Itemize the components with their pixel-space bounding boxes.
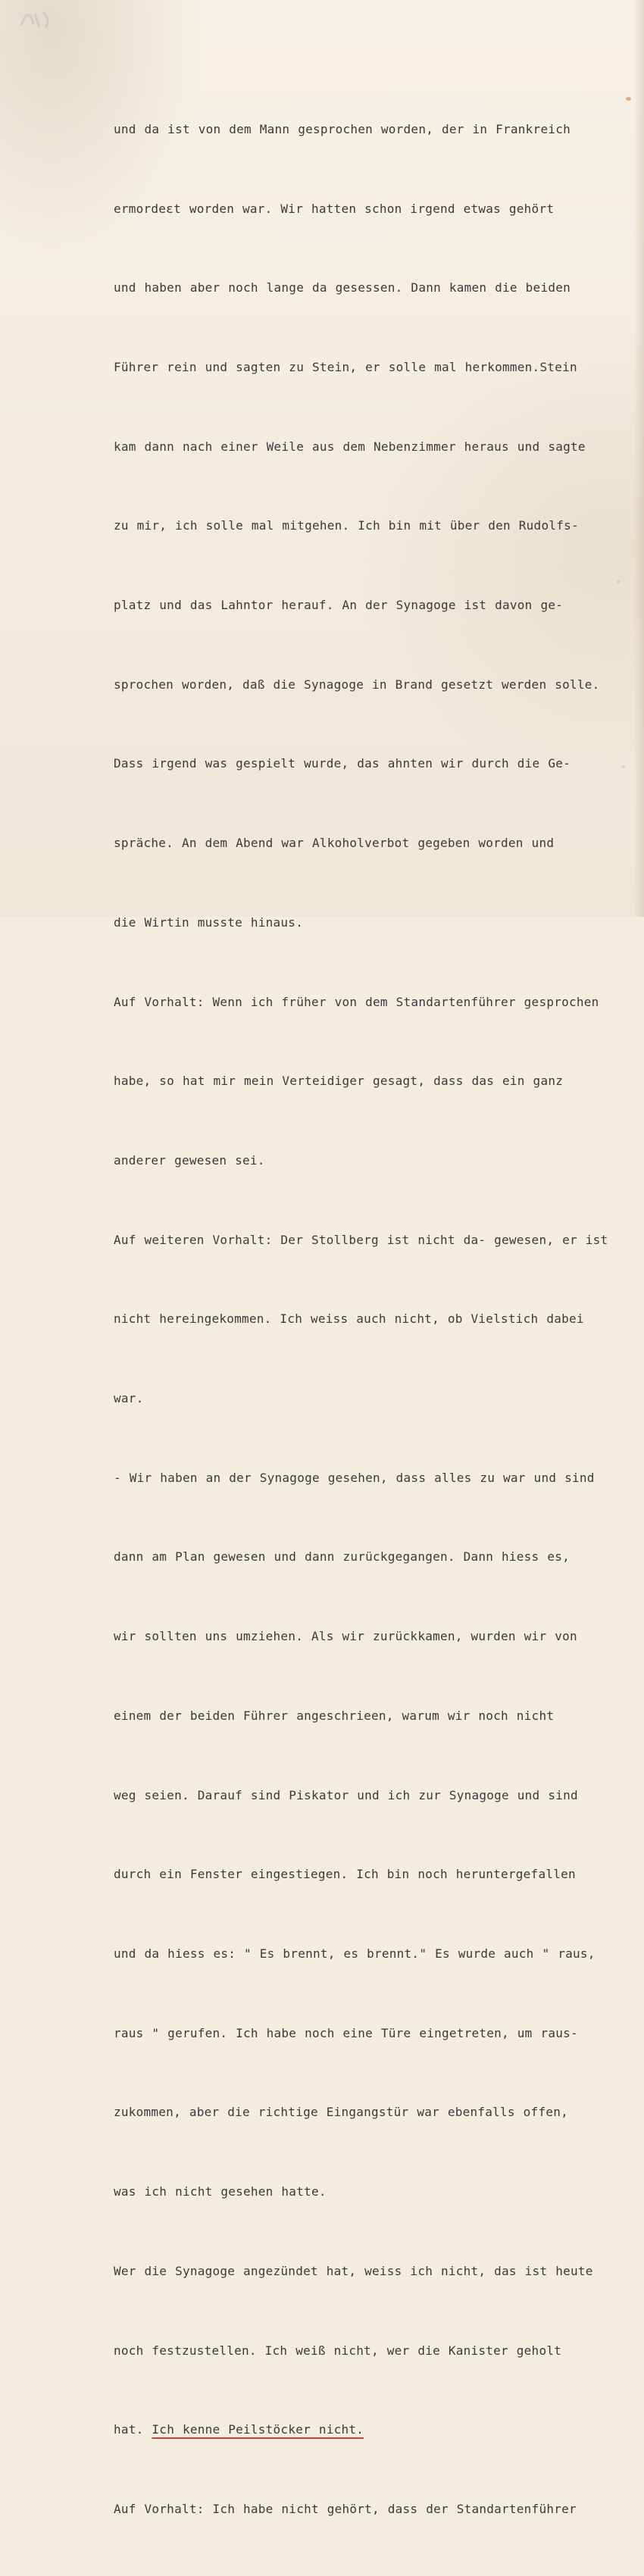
text-line: habe, so hat mir mein Verteidiger gesagt, dass das ein ganz <box>114 1074 564 1089</box>
text-line: was ich nicht gesehen hatte. <box>114 2184 327 2199</box>
text-line: Dass irgend was gespielt wurde, das ahnten wir durch die Ge- <box>114 756 571 771</box>
text-line: Auf weiteren Vorhalt: Der Stollberg ist nicht da- gewesen, er ist <box>114 1232 608 1247</box>
text-line: dann am Plan gewesen und dann zurückgegangen. Dann hiess es, <box>114 1549 570 1565</box>
text-line: zukommen, aber die richtige Eingangstür war ebenfalls offen, <box>114 2105 568 2120</box>
text-fragment: hat. <box>114 2422 144 2437</box>
text-line: einem der beiden Führer angeschrieen, warum wir noch nicht <box>114 1708 555 1723</box>
text-line: die Wirtin musste hinaus. <box>114 914 304 930</box>
text-line: anderer gewesen sei. <box>114 1152 265 1168</box>
red-underlined-sentence: Ich kenne Peilstöcker nicht. <box>152 2422 364 2437</box>
text-line: zu mir, ich solle mal mitgehen. Ich bin mit über den Rudolfs- <box>114 518 579 533</box>
text-line: und da hiess es: " Es brennt, es brennt." Es wurde auch " raus, <box>114 1946 596 1961</box>
faint-stamp-mark <box>17 5 62 35</box>
text-line: noch festzustellen. Ich weiß nicht, wer die Kanister geholt <box>114 2343 562 2358</box>
text-line: durch ein Fenster eingestiegen. Ich bin noch heruntergefallen <box>114 1867 576 1882</box>
text-line: raus " gerufen. Ich habe noch eine Türe eingetreten, um raus- <box>114 2025 578 2040</box>
text-line: wir sollten uns umziehen. Als wir zurückkamen, wurden wir von <box>114 1629 577 1644</box>
text-line: spräche. An dem Abend war Alkoholverbot gegeben worden und <box>114 836 555 851</box>
text-line: kam dann nach einer Weile aus dem Nebenzimmer heraus und sagte <box>114 439 586 454</box>
text-line: Auf Vorhalt: Wenn ich früher von dem Standartenführer gesprochen <box>114 994 599 1009</box>
text-line: sprochen worden, daß die Synagoge in Brand gesetzt werden solle. <box>114 677 600 692</box>
document-body <box>114 64 640 2576</box>
text-line: platz und das Lahntor herauf. An der Synagoge ist davon ge- <box>114 598 564 613</box>
text-line: ermordeɛt worden war. Wir hatten schon irgend etwas gehört <box>114 201 555 216</box>
text-line: nicht hereingekommen. Ich weiss auch nicht, ob Vielstich dabei <box>114 1311 584 1327</box>
text-line: Wer die Synagoge angezündet hat, weiss ich nicht, das ist heute <box>114 2263 593 2278</box>
text-line-with-underline <box>114 2417 640 2443</box>
text-line: - Wir haben an der Synagoge gesehen, dass alles zu war und sind <box>114 1470 595 1485</box>
text-line: Auf Vorhalt: Ich habe nicht gehört, dass der Standartenführer <box>114 2501 577 2516</box>
text-line: war. <box>114 1391 144 1406</box>
text-line: und haben aber noch lange da gesessen. Dann kamen die beiden <box>114 280 571 295</box>
text-line: und da ist von dem Mann gesprochen worden, der in Frankreich <box>114 121 571 136</box>
text-line: Führer rein und sagten zu Stein, er solle mal herkommen.Stein <box>114 359 577 374</box>
text-line: weg seien. Darauf sind Piskator und ich zur Synagoge und sind <box>114 1787 578 1802</box>
